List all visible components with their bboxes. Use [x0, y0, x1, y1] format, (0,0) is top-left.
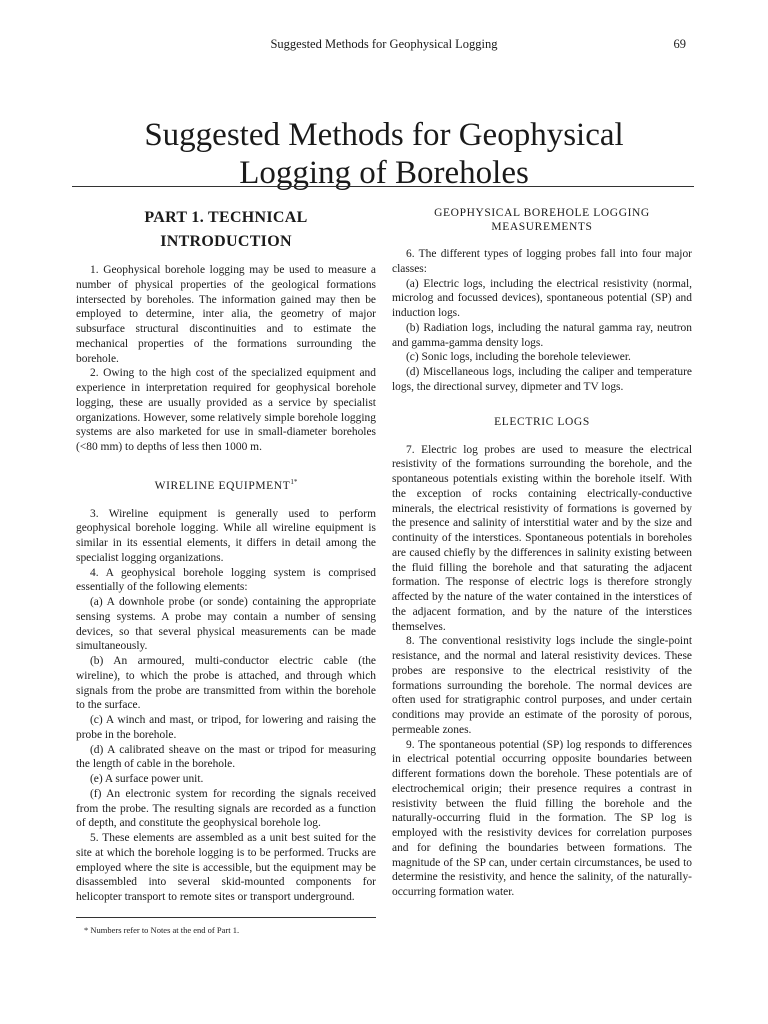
- wireline-heading-text: WIRELINE EQUIPMENT: [154, 479, 291, 492]
- paragraph-8: 8. The conventional resistivity logs include the single-point resistance, and the normal and lateral resistivity devices. These probes are responsive to the electrical resistivity of the formations surrounding the borehole. The normal devices are often used for stratigraphic control purposes, and under certain conditions may provide an estimate of the porosity of porous, permeable zones.: [392, 635, 692, 736]
- section-heading-measurements: GEOPHYSICAL BOREHOLE LOGGING MEASUREMENTS: [434, 207, 650, 233]
- footnote-divider: [76, 917, 376, 918]
- paragraph-4f: (f) An electronic system for recording the signals received from the probe. The resulting signals are recorded as a function of depth, and constitute the geophysical borehole log.: [76, 787, 376, 830]
- paragraph-4e: (e) A surface power unit.: [90, 773, 204, 786]
- paragraph-4b: (b) An armoured, multi-conductor electric cable (the wireline), to which the probe is attached, and through which signals from the probe are transmitted from within the borehole to the surface.: [76, 655, 376, 712]
- running-header: [0, 37, 768, 55]
- paragraph-3: 3. Wireline equipment is generally used to perform geophysical borehole logging. While all wireline equipment is similar in its essential elements, it differs in detail among the specialist logging organizations.: [76, 507, 376, 564]
- paragraph-2: 2. Owing to the high cost of the specialized equipment and experience in interpretation required for geophysical borehole logging, these are usually provided as a service by specialist organizations. However, some relatively simple borehole logging systems are also marketed for use in small-diameter boreholes (<80 mm) to depths of less then 1000 m.: [76, 367, 376, 453]
- part-heading: PART 1. TECHNICAL INTRODUCTION: [144, 209, 308, 250]
- paragraph-9: 9. The spontaneous potential (SP) log responds to differences in electrical potential occurring opposite boundaries between different formations down the borehole. These potentials are of electrochemical origin; their presence requires a contrast in resistivity between the fluid filling the borehole and the naturally-occurring fluid in the formation. The SP log is employed with the resistivity devices for correlation purposes and for defining the boundaries between formations. The magnitude of the SP can, under certain circumstances, be used to determine the resistivity, and hence the salinity, of the naturally-occurring formation water.: [392, 738, 692, 898]
- title-divider: [72, 186, 694, 187]
- section-heading-wireline: [76, 475, 376, 493]
- paragraph-6: 6. The different types of logging probes fall into four major classes:: [392, 248, 692, 275]
- paragraph-4d: (d) A calibrated sheave on the mast or tripod for measuring the length of cable in the borehole.: [76, 743, 376, 771]
- paragraph-6c: (c) Sonic logs, including the borehole televiewer.: [406, 351, 631, 364]
- paragraph-7: 7. Electric log probes are used to measure the electrical resistivity of the formations surrounding the borehole, and the spontaneous potentials existing within the borehole itself. With the exception of rocks containing electrically-conductive minerals, the electrical resistivity of formations is governed by the presence and salinity of interstitial water and by the size and continuity of the interstices. Spontaneous potentials in boreholes are caused chiefly by the differences in salinity existing between the fluid filling the borehole and that saturating the adjacent formation. The response of electric logs is therefore strongly affected by the nature of the water contained in the interstices of the adjacent formation, and by the nature of the interstices themselves.: [392, 443, 692, 633]
- page-number: 69: [673, 37, 686, 51]
- paragraph-5: 5. These elements are assembled as a unit best suited for the site at which the borehole logging is to be performed. Trucks are employed where the site is accessible, but the equipment may be disassembled into several skid-mounted components for helicopter transport to remote sites or transport underground.: [76, 832, 376, 904]
- paragraph-6b: (b) Radiation logs, including the natural gamma ray, neutron and gamma-gamma density logs.: [392, 321, 692, 349]
- section-heading-electric-logs: ELECTRIC LOGS: [494, 415, 590, 428]
- footnote: * Numbers refer to Notes at the end of Part 1.: [84, 924, 240, 935]
- left-column: [76, 206, 376, 936]
- right-column: [392, 206, 692, 900]
- paragraph-6d: (d) Miscellaneous logs, including the caliper and temperature logs, the directional survey, dipmeter and TV logs.: [392, 366, 692, 393]
- page-title: [0, 116, 768, 192]
- paragraph-4a: (a) A downhole probe (or sonde) containing the appropriate sensing systems. A probe may contain a number of sensing devices, so that several physical measurements can be made simultaneously.: [76, 596, 376, 653]
- title-line-2: Logging of Boreholes: [239, 155, 529, 192]
- paragraph-4: 4. A geophysical borehole logging system is comprised essentially of the following elements:: [76, 566, 376, 594]
- paragraph-4c: (c) A winch and mast, or tripod, for lowering and raising the probe in the borehole.: [76, 714, 376, 741]
- running-title: Suggested Methods for Geophysical Logging: [270, 37, 498, 51]
- paragraph-1: 1. Geophysical borehole logging may be used to measure a number of physical properties of the geological formations intersected by boreholes. The information gained may then be employed to determine, inter alia, the geometry of major subsurface structural discontinuities and to estimate the mechanical properties of the formations surrounding the borehole.: [76, 264, 376, 365]
- paragraph-6a: (a) Electric logs, including the electrical resistivity (normal, microlog and focussed devices), spontaneous potential (SP) and induction logs.: [392, 277, 692, 319]
- title-line-1: Suggested Methods for Geophysical: [144, 117, 624, 154]
- footnote-marker: 1*: [290, 477, 298, 486]
